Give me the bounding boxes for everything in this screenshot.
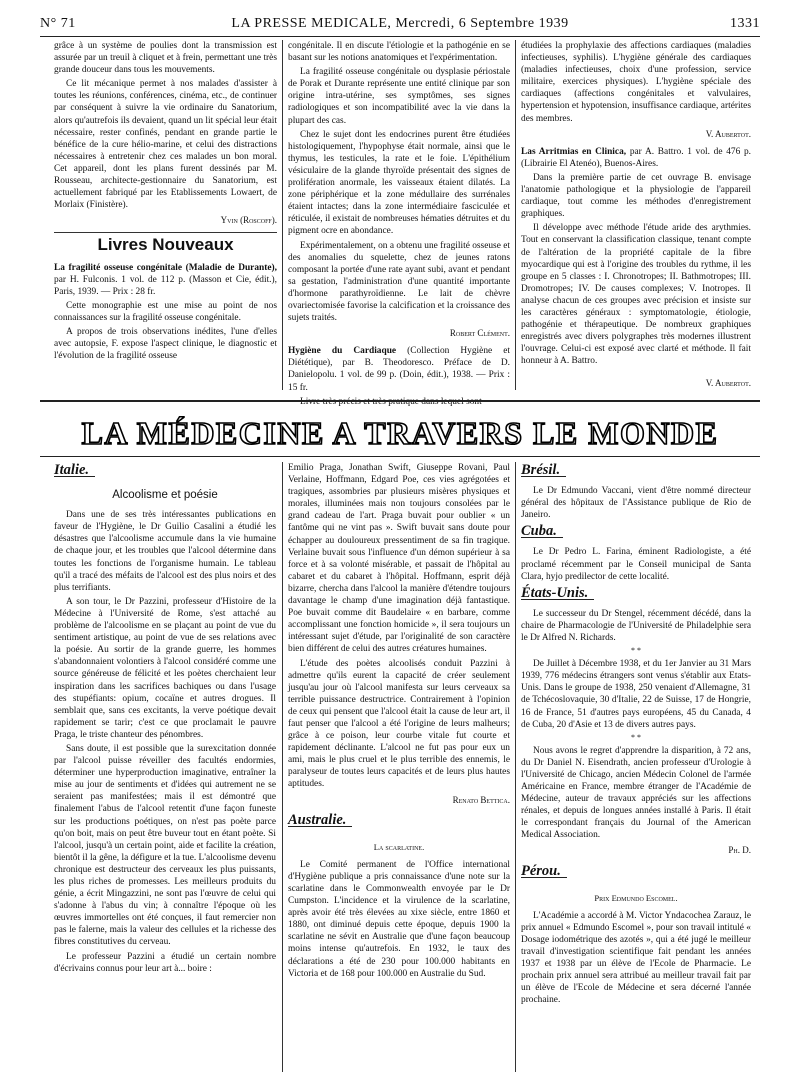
section-banner: LA MÉDECINE A TRAVERS LE MONDE <box>81 415 719 451</box>
paragraph: Dans la première partie de cet ouvrage B. envisage l'anatomie pathologique et la physiologie de l'appareil cardiaque, tout comme les méthodes d'enregistrement graphiques. <box>521 172 751 220</box>
top-column-1 <box>54 40 277 364</box>
paragraph: étudiées la prophylaxie des affections cardiaques (maladies infectieuses, syphilis). L'hygiène générale des cardiaques (maladies infectieuses, choix d'une profession, service militaire, exercices physiques). L'hygiène spéciale des cardiaques (affections congénitales et valvulaires, hypertension et hypotension, insuffisance cardiaque, artérites des membres. <box>521 41 751 124</box>
book-title: La fragilité osseuse congénitale (Maladie de Durante), <box>54 262 277 273</box>
paragraph: Le successeur du Dr Stengel, récemment décédé, dans la chaire de Pharmacologie de l'Université de Philadelphie sera le Dr Alfred N. Richards. <box>521 608 751 644</box>
issue-number: N° 71 <box>40 16 76 31</box>
bottom-column-2 <box>288 462 510 982</box>
header-rule <box>40 36 760 37</box>
paragraph: Chez le sujet dont les endocrines purent être étudiées histologiquement, l'hypophyse était normale, ainsi que le thymus, les testicules, la rate et le foie. L'épithélium vésiculaire de la glande thyroïde présentait des signes de prolifération anormale, les vaisseaux étaient dilatés. La zone périphérique et la zone médullaire des surrénales étaient intactes; dans la zone intermédiaire fasciculée et réticulée, il existait de nombreuses hématies détruites et du pigment ocre en abondance. <box>288 129 510 237</box>
book-info: par H. Fulconis. 1 vol. de 112 p. (Masson et Cie, édit.), Paris, 1939. — Prix : 28 fr. <box>54 274 277 297</box>
paragraph: Il développe avec méthode l'étude aride des arythmies. Tout en conservant la classification classique, tenant compte de l'altération de la propriété capitale de la fibre myocardique qui est à l'origine des troubles du rythme, il les groupe en 5 classes : I. Chronotropes; II. Bathmotropes; III. Dromotropes; IV. De causes complexes; V. Inotropes. Il analyse chacun de ces groupes avec précision et insiste sur les caractères généraux : symptomatologie, étiologie, pathogénie et thérapeutique. De nombreux graphiques enregistrés avec divers polygraphes très modernes illustrent l'ouvrage. Celui-ci est exposé avec clarté et méthode. Il fait honneur à A. Battro. <box>521 223 751 367</box>
country-heading-australie: Australie. <box>288 814 352 827</box>
column-rule <box>515 40 516 390</box>
country-heading-cuba: Cuba. <box>521 525 563 538</box>
paragraph: Expérimentalement, on a obtenu une fragilité osseuse et des anomalies du squelette, chez de jeunes ratons composant la portée d'une rate ayant subi, avant et pendant sa gestation, l'administration d'une quantité importante d'hormone parathyroïdienne. Le lait de chèvre ovariectomisée favorise la calcification et la croissance des sujets traités. <box>288 240 510 324</box>
column-rule <box>282 462 283 1072</box>
banner-rule <box>40 456 760 457</box>
paragraph: A propos de trois observations inédites, l'une d'elles avec autopsie, F. expose l'aspect clinique, le diagnostic et l'évolution de la fragilité osseuse <box>54 326 277 362</box>
paragraph: Ce lit mécanique permet à nos malades d'assister à toutes les réunions, conférences, cinéma, etc., de continuer par conséquent à suivre la vie ordinaire du Sanatorium, alors qu'autrefois ils devaient, quand un lit spécial leur était nécessaire, rester confinés, pendant en grande partie le bénéfice de la cure hélio-marine, et celui des distractions nécessaires à entretenir chez ces malades un bon moral. Cet appareil, dont les plans furent dessinés par M. Rousseau, architecte-gestionnaire du Sanatorium, est actuellement fabriqué par les Etablissements Lowaert, de Morlaix (Finistère). <box>54 79 277 211</box>
country-heading-etats-unis: États-Unis. <box>521 587 594 600</box>
livres-nouveaux-heading: Livres Nouveaux <box>97 235 234 255</box>
column-rule <box>282 40 283 390</box>
paragraph: congénitale. Il en discute l'étiologie et la pathogénie en se basant sur les notions anatomiques et l'expérimentation. <box>288 41 510 64</box>
page-number: 1331 <box>730 16 760 31</box>
paragraph: Le professeur Pazzini a étudié un certain nombre d'écrivains connus pour leur art à... boire : <box>54 951 276 974</box>
top-column-3 <box>521 40 751 396</box>
paragraph: Le Comité permanent de l'Office international d'Hygiène publique a pris connaissance d'une note sur la scarlatine dans le Commonwealth envoyée par le Dr Cumpston. L'incidence et la virulence de la scarlatine, après avoir été très élevées au xixe siècle, entre 1860 et 1880, ont diminué depuis cette époque, depuis 1900 la scarlatine ne sévit en Australie que d'une façon beaucoup moins intense qu'autrefois. En 1932, le taux des déclarations a été de 230 pour 100.000 habitants en Victoria et de 168 pour 100.000 en Australie du Sud. <box>288 859 510 979</box>
paragraph: A son tour, le Dr Pazzini, professeur d'Histoire de la Médecine à l'Université de Rome, s'est attaché au problème de l'alcoolisme en se plaçant au point de vue du sentiment artistique, au point de vue de ses relations avec la poésie. Au sortir de la grande guerre, les hommes s'abandonnaient volontiers à l'alcool considéré comme une source généreuse de félicité et les poètes cherchaient leur inspiration dans les sacrifices bachiques ou dans l'usage des stupéfiants: opium, cocaïne et autres drogues. Il semblait que, sans ces excitants, la verve poétique devait rapidement se tarir; c'est ce que proclamait le pauvre Praga, le triste chanteur des pénombres. <box>54 596 276 740</box>
book-entry <box>54 262 277 298</box>
book-entry <box>521 146 751 170</box>
paragraph: Le Dr Edmundo Vaccani, vient d'être nommé directeur général des hôpitaux de l'Assistance publique de Rio de Janeiro. <box>521 486 751 521</box>
paragraph: Nous avons le regret d'apprendre la disparition, à 72 ans, du Dr Daniel N. Eisendrath, ancien professeur d'Urologie à l'Université de Chicago, ancien Médecin Colonel de l'armée Américaine en France, membre étranger de l'Académie de Médecine, auteur de travaux appréciés sur les affections rénales, et depuis de longues années installé à Paris. Il était le correspondant français du Journal of the American Medical Association. <box>521 745 751 841</box>
signature: Robert Clément. <box>449 328 510 339</box>
paragraph: Emilio Praga, Jonathan Swift, Giuseppe Rovani, Paul Verlaine, Hoffmann, Edgard Poe, ces vies agrégotées et tragiques, assombries par plusieurs misères physiques et morales, illuminées mais non toujours consolées par le grand cadeau de l'art. Praga buvait pour oublier « un fantôme qui ne vint pas ». Swift buvait sans doute pour échapper au douloureux pressentiment de sa fin tragique. Verlaine buvait sous l'influence d'un démon supérieur à sa force et à sa volonté misérable, et passait de l'hôpital au cabaret et du cabaret à l'hôpital. Hoffmann, esprit déjà bizarre, chercha dans l'alcool la manière d'étendre toujours davantage le champ d'une imagination déjà fantastique. Poe buvait comme dit Baudelaire « en barbare, comme accomplissant une fonction homicide », il sera toujours un intéressant sujet d'étude, par l'originalité de son caractère bien différent de celui des autres créatures humaines. <box>288 463 510 655</box>
book-info: par A. Battro. 1 vol. de 476 p. (Librairie El Atenéo), Buenos-Aires. <box>521 146 752 169</box>
signature: Yvin (Roscoff). <box>220 215 277 226</box>
paragraph: L'Académie a accordé à M. Victor Yndacochea Zarauz, le prix annuel « Edmundo Escomel », pour son travail intitulé « Dosage iodométrique des azotés », qui a été jugé le meilleur travail d'investigation scientifique fait pendant les années 1937 et 1938 par un élève de l'Ecole de Pharmacie. Le prochain prix annuel sera attribué au meilleur travail fait par un élève de l'Ecole de Médecine et sera décerné l'année prochaine. <box>521 910 751 1006</box>
paragraph: Le Dr Pedro L. Farina, éminent Radiologiste, a été proclamé récemment par le Conseil municipal de Santa Clara, hyjo predilector de cette localité. <box>521 547 751 582</box>
book-entry <box>288 345 510 393</box>
paragraph: Sans doute, il est possible que la surexcitation donnée par l'alcool puisse réveiller des facultés endormies, déterminer une hyperproduction imaginative, entraîner la mise au jour de sentiments et d'idées qui autrement ne se seraient pas manifestées; mais il est démontré que finalement l'abus de l'alcool retentit d'une façon funeste sur les productions poétiques, on n'est pas poète parce qu'on boit, mais on peut être buveur tout en étant poète. Si l'alcool, jusqu'à un certain point, aide et facilite la création, bientôt il la gêne, la défigure et la tue. L'alcoolisme devenu chronique est destructeur des cerveaux les plus puissants, les plus riches de promesses. Les meilleurs produits du génie, a écrit Mingazzini, ne sont pas l'œuvre de celui qui s'adonne à l'abus du vin; à connaître l'époque où les œuvres immortelles ont été conçues, il faut remercier non pas le falerne, mais la valeur des cellules et la richesse des fibres constitutives du cerveau. <box>54 743 276 948</box>
paragraph: De Juillet à Décembre 1938, et du 1er Janvier au 31 Mars 1939, 776 médecins étrangers sont venus s'établir aux Etats-Unis. Dans le groupe de 1938, 250 venaient d'Allemagne, 31 de Tchécoslovaquie, 30 d'Italie, 22 de Suisse, 17 de Hongrie, 16 de France, 51 d'autres pays européens, 45 du Canada, 4 de Cuba, 20 d'Asie et 13 de divers autres pays. <box>521 659 751 730</box>
journal-title: LA PRESSE MEDICALE, Mercredi, 6 Septembre 1939 <box>231 16 569 31</box>
separator-stars: * * <box>631 732 641 742</box>
separator-stars: * * <box>631 646 641 656</box>
article-title: La scarlatine. <box>373 841 425 852</box>
column-rule <box>515 462 516 1072</box>
country-heading-italie: Italie. <box>54 464 95 477</box>
signature: Renato Bettica. <box>452 794 510 805</box>
book-info: (Collection Hygiène et Diététique), par B. Theodoresco. Préface de D. Danielopolu. 1 vol. de 99 p. (Doin, édit.), 1938. — Prix : 15 fr. <box>288 346 511 393</box>
country-heading-bresil: Brésil. <box>521 464 566 477</box>
paragraph: Cette monographie est une mise au point de nos connaissances sur la fragilité osseuse congénitale. <box>54 300 277 323</box>
page-header <box>40 16 760 36</box>
paragraph: L'étude des poètes alcoolisés conduit Pazzini à admettre qu'ils eurent la capacité de créer seulement jusqu'au jour où l'alcool manifesta sur leurs cerveaux sa terrible puissance destructrice. Contrairement à l'opinion de ceux qui pensent que l'alcool était la cause de leur art, il faut penser que l'alcool a été l'origine de leurs malheurs; grâce à ce poison, leur courbe vitale fut courte et rapidement déclinante. L'alcool ne fut pas pour eux un ami, mais le plus cruel et le plus terrible des ennemis, le paralyseur de toutes leurs capacités et de leurs plus hautes aptitudes. <box>288 658 510 790</box>
bottom-column-3 <box>521 462 751 1008</box>
paragraph: grâce à un système de poulies dont la transmission est assurée par un treuil à cliquet et à frein, permettant une très grande douceur dans tous les mouvements. <box>54 41 277 76</box>
book-title: Las Arritmias en Clinica, <box>521 146 627 157</box>
paragraph: La fragilité osseuse congénitale ou dysplasie périostale de Porak et Durante représente une entité clinique par son origine intra-utérine, ses symptômes, ses signes radiologiques et son incompatibilité avec la vie dans la plupart des cas. <box>288 67 510 126</box>
top-column-2 <box>288 40 510 410</box>
country-heading-perou: Pérou. <box>521 865 567 878</box>
article-title: Prix Edmundo Escomel. <box>594 892 678 903</box>
book-title: Hygiène du Cardiaque <box>288 346 397 357</box>
divider <box>54 232 277 233</box>
section-rule <box>40 400 760 402</box>
signature: Ph. D. <box>728 845 751 856</box>
bottom-column-1 <box>54 462 276 977</box>
article-title: Alcoolisme et poésie <box>112 489 218 502</box>
signature: V. Aubertot. <box>705 378 751 389</box>
paragraph: Dans une de ses très intéressantes publications en faveur de l'Hygiène, le Dr Guilio Casalini a étudié les désastres que l'alcoolisme accumule dans la vie humaine de chaque jour, et les troubles que l'alcool détermine dans toutes les fonctions de l'organisme humain. Le tableau qu'il a tracé des méfaits de l'alcool est des plus noirs et des plus terrifiants. <box>54 510 276 593</box>
signature: V. Aubertot. <box>705 128 751 139</box>
